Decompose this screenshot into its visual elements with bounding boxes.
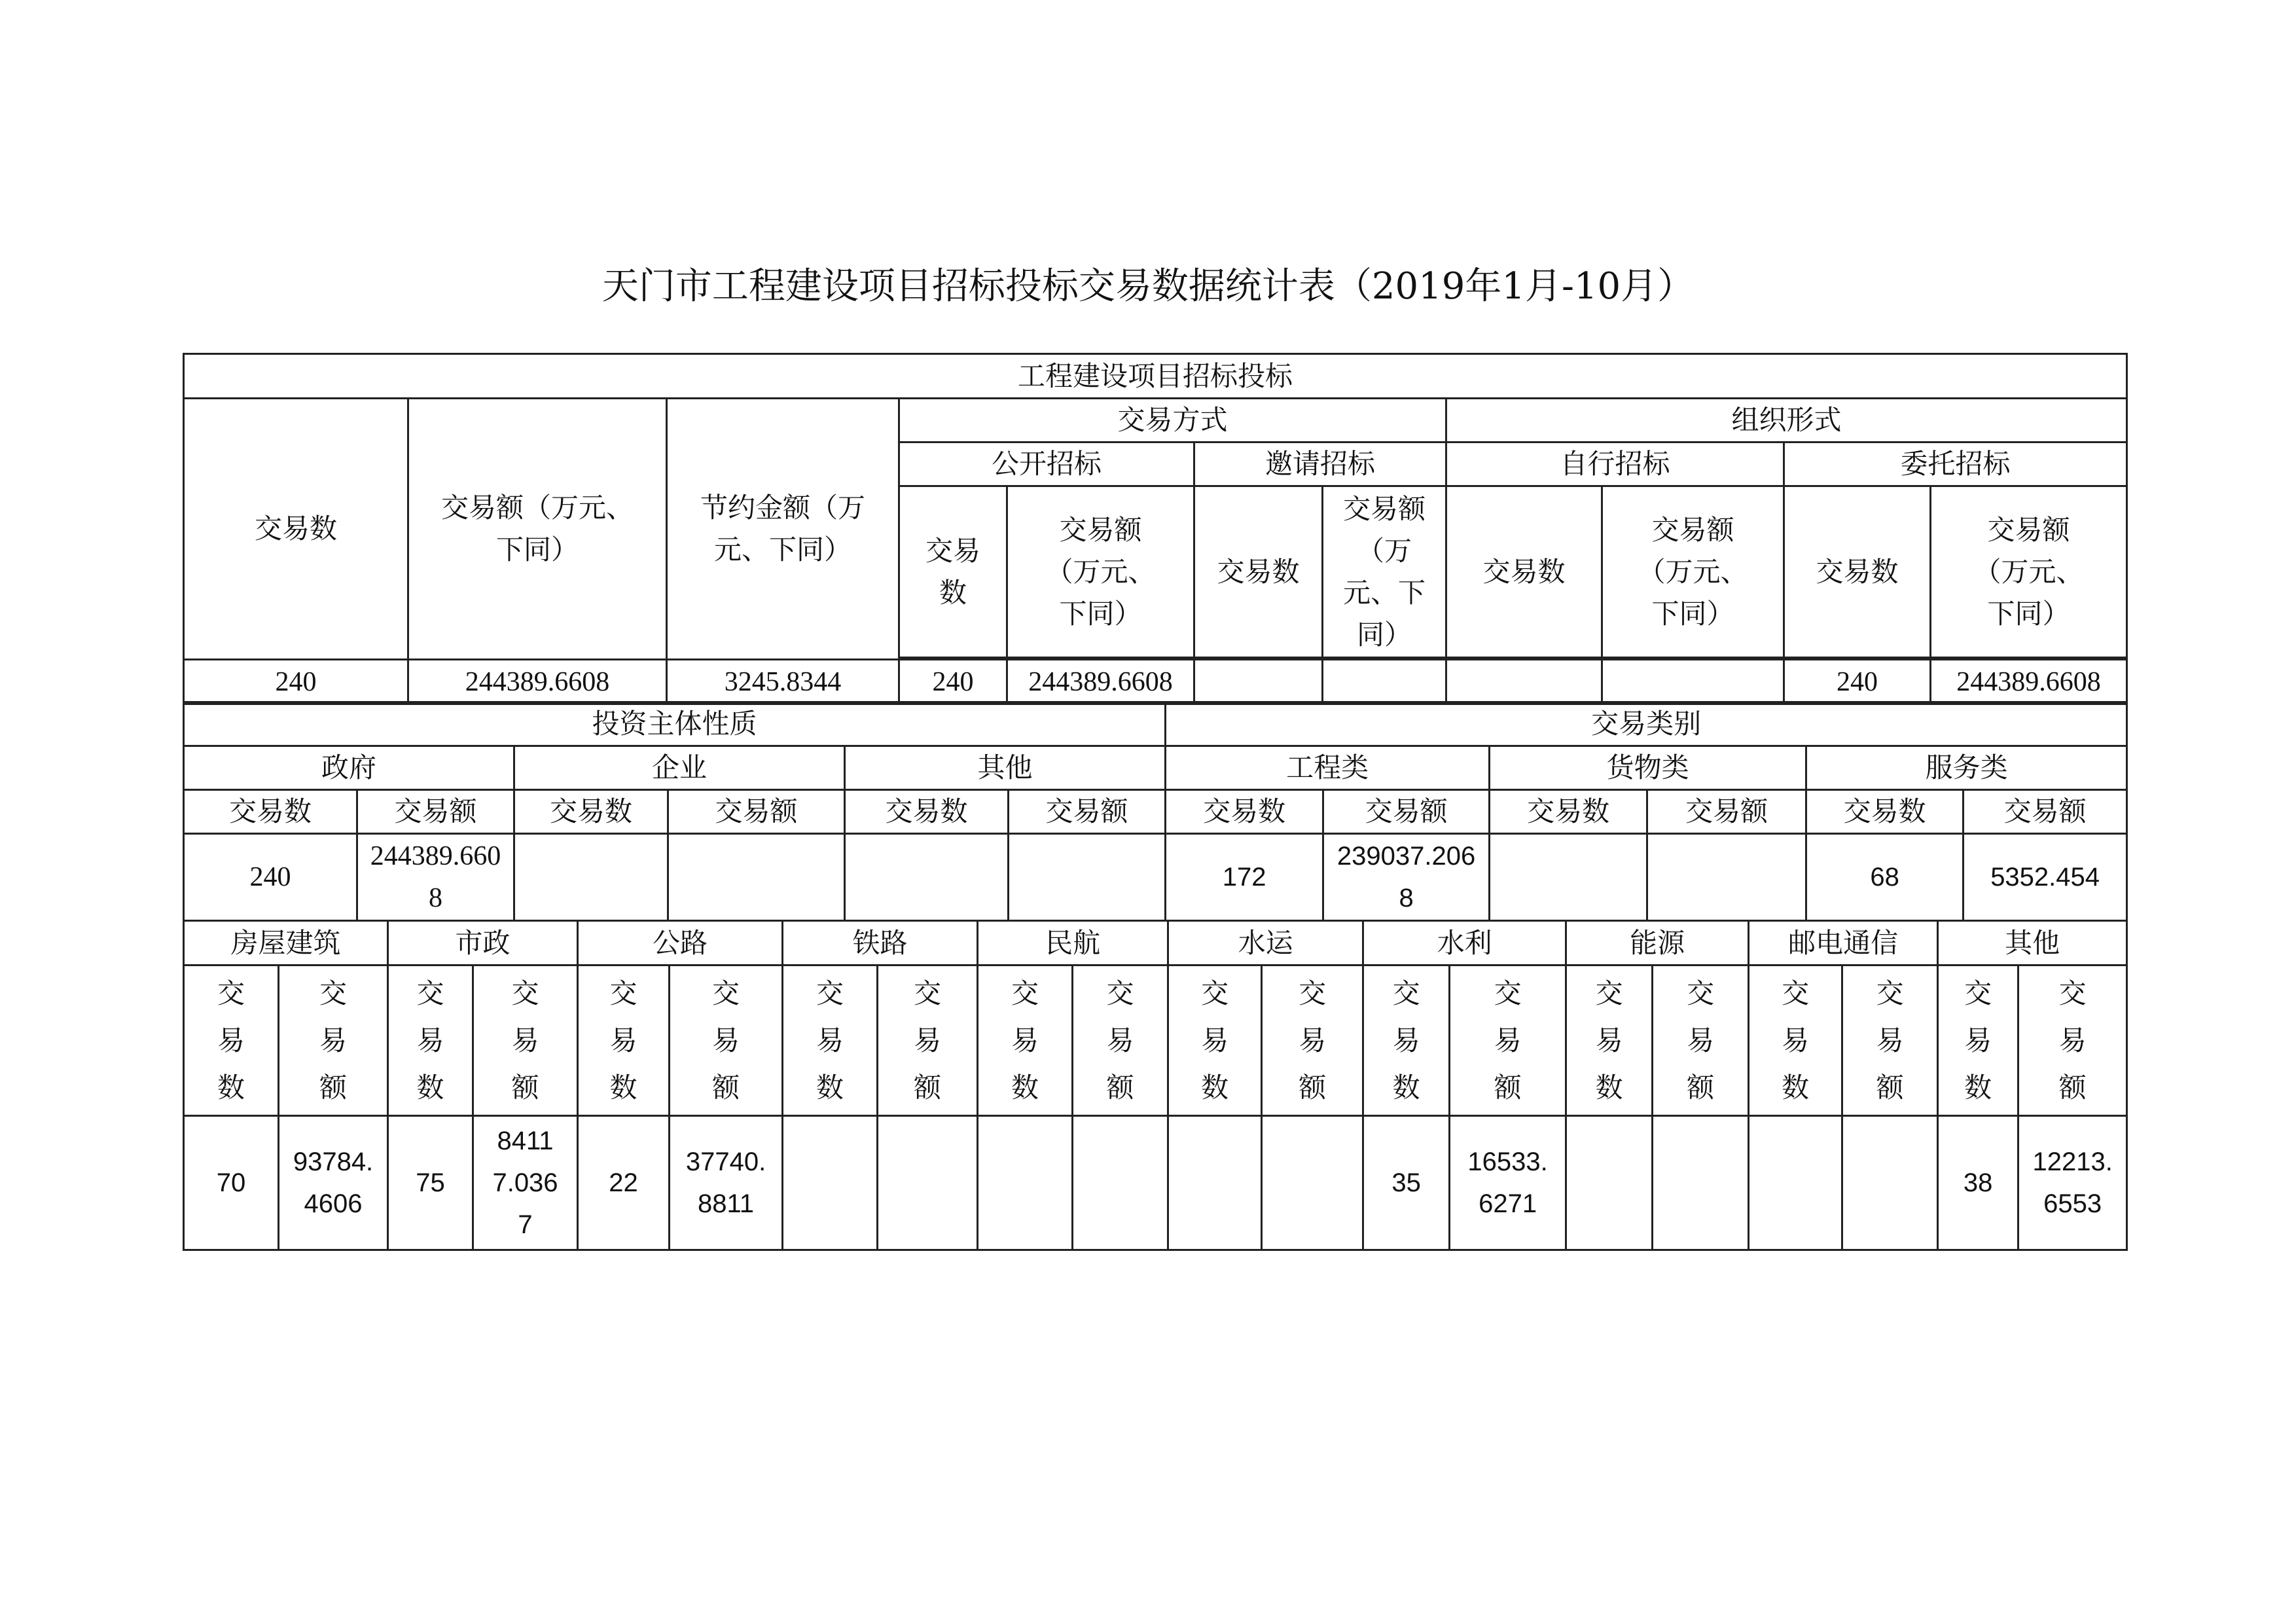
header-count: 交易数 [1806,790,1964,834]
header-amount: 交易额 [1842,965,1938,1116]
value-gov-count: 240 [184,834,357,921]
value-aviation-count [978,1116,1073,1250]
header-entrusted-tender: 委托招标 [1784,442,2127,486]
group-goods: 货物类 [1490,746,1806,790]
header-count: 交易数 [783,965,878,1116]
header-amount: 交易额 [2018,965,2127,1116]
value-goods-count [1490,834,1647,921]
value-self-amount [1602,660,1784,704]
project-category-table [183,920,2128,1251]
value-invite-amount [1323,660,1446,704]
value-other-amount: 12213.6553 [2018,1116,2127,1250]
value-telecom-count [1749,1116,1842,1250]
value-amount: 244389.6608 [408,660,667,704]
header-amount: 交易额 [1009,790,1166,834]
header-count: 交易数 [1749,965,1842,1116]
value-housing-amount: 93784.4606 [279,1116,388,1250]
header-entrust-amount: 交易额（万元、下同） [1931,486,2127,658]
header-transaction-method: 交易方式 [899,399,1446,442]
header-amount: 交易额 [357,790,514,834]
header-amount: 交易额 [1073,965,1168,1116]
value-savings: 3245.8344 [667,660,899,704]
value-eng-amount: 239037.2068 [1323,834,1490,921]
header-count: 交易数 [978,965,1073,1116]
value-ent-amount [668,834,845,921]
header-investor-nature: 投资主体性质 [184,702,1166,746]
header-invited-tender: 邀请招标 [1194,442,1446,486]
header-transaction-category: 交易类别 [1166,702,2127,746]
value-telecom-amount [1842,1116,1938,1250]
header-open-tender: 公开招标 [899,442,1194,486]
header-transaction-count: 交易数 [184,399,408,660]
value-highway-count: 22 [578,1116,670,1250]
header-count: 交易数 [184,965,279,1116]
value-ent-count [514,834,668,921]
header-amount: 交易额 [1964,790,2127,834]
category-highway: 公路 [578,921,783,965]
header-count: 交易数 [388,965,473,1116]
header-invite-count: 交易数 [1194,486,1323,658]
header-amount: 交易额 [670,965,783,1116]
header-count: 交易数 [1166,790,1323,834]
value-water-transport-count [1168,1116,1262,1250]
transaction-summary-table [183,353,2128,705]
page-title: 天门市工程建设项目招标投标交易数据统计表（2019年1月-10月） [601,265,1695,308]
value-water-conservancy-amount: 16533.6271 [1450,1116,1566,1250]
header-amount: 交易额 [279,965,388,1116]
header-amount: 交易额 [1323,790,1490,834]
category-energy: 能源 [1566,921,1749,965]
header-self-count: 交易数 [1446,486,1602,658]
header-count: 交易数 [514,790,668,834]
category-water-conservancy: 水利 [1363,921,1566,965]
value-railway-amount [878,1116,978,1250]
header-count: 交易数 [1168,965,1262,1116]
value-other-count: 38 [1938,1116,2018,1250]
category-post-telecom: 邮电通信 [1749,921,1938,965]
header-transaction-amount: 交易额（万元、下同） [408,399,667,660]
header-invite-amount: 交易额（万元、下同） [1323,486,1446,658]
header-count: 交易数 [1363,965,1450,1116]
category-municipal: 市政 [388,921,578,965]
category-housing: 房屋建筑 [184,921,388,965]
header-entrust-count: 交易数 [1784,486,1931,658]
header-count: 交易数 [1566,965,1653,1116]
header-count: 交易数 [1490,790,1647,834]
value-goods-amount [1647,834,1806,921]
value-water-conservancy-count: 35 [1363,1116,1450,1250]
value-entrust-count: 240 [1784,660,1931,704]
table-row [184,1116,2127,1250]
header-count: 交易数 [1938,965,2018,1116]
value-railway-count [783,1116,878,1250]
header-self-amount: 交易额（万元、下同） [1602,486,1784,658]
value-aviation-amount [1073,1116,1168,1250]
value-municipal-amount: 84117.0367 [473,1116,578,1250]
group-government: 政府 [184,746,514,790]
header-amount: 交易额 [668,790,845,834]
group-other: 其他 [845,746,1166,790]
header-amount: 交易额 [878,965,978,1116]
header-self-tender: 自行招标 [1446,442,1784,486]
value-gov-amount: 244389.6608 [357,834,514,921]
category-railway: 铁路 [783,921,978,965]
category-other: 其他 [1938,921,2127,965]
table-row [184,834,2127,921]
value-other-count [845,834,1009,921]
header-amount: 交易额 [1647,790,1806,834]
value-housing-count: 70 [184,1116,279,1250]
header-amount: 交易额 [1262,965,1363,1116]
value-invite-count [1194,660,1323,704]
header-organization-form: 组织形式 [1446,399,2127,442]
group-services: 服务类 [1806,746,2127,790]
header-count: 交易数 [578,965,670,1116]
header-amount: 交易额 [473,965,578,1116]
header-open-amount: 交易额（万元、下同） [1007,486,1194,658]
value-municipal-count: 75 [388,1116,473,1250]
section-header: 工程建设项目招标投标 [184,354,2127,399]
header-savings-amount: 节约金额（万元、下同） [667,399,899,660]
header-amount: 交易额 [1450,965,1566,1116]
investor-and-category-table [183,701,2128,922]
value-service-amount: 5352.454 [1964,834,2127,921]
value-eng-count: 172 [1166,834,1323,921]
value-highway-amount: 37740.8811 [670,1116,783,1250]
value-entrust-amount: 244389.6608 [1931,660,2127,704]
value-other-amount [1009,834,1166,921]
category-water-transport: 水运 [1168,921,1363,965]
value-energy-count [1566,1116,1653,1250]
category-civil-aviation: 民航 [978,921,1168,965]
value-self-count [1446,660,1602,704]
value-service-count: 68 [1806,834,1964,921]
header-amount: 交易额 [1653,965,1749,1116]
group-enterprise: 企业 [514,746,845,790]
header-open-count: 交易数 [899,486,1007,658]
table-row [184,660,2127,704]
value-open-amount: 244389.6608 [1007,660,1194,704]
header-count: 交易数 [184,790,357,834]
group-engineering: 工程类 [1166,746,1490,790]
value-open-count: 240 [899,660,1007,704]
value-energy-amount [1653,1116,1749,1250]
value-water-transport-amount [1262,1116,1363,1250]
value-count: 240 [184,660,408,704]
header-count: 交易数 [845,790,1009,834]
